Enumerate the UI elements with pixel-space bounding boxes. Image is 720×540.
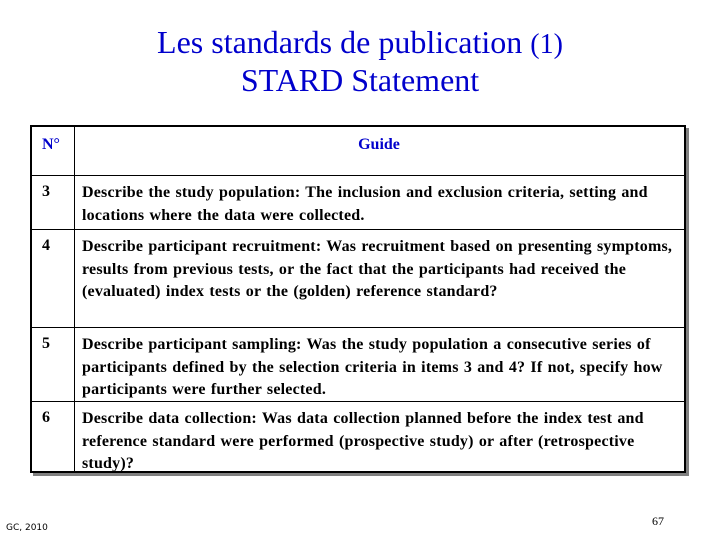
page-number: 67 [652, 514, 664, 528]
table-header-row [32, 127, 684, 175]
row-number: 4 [42, 237, 50, 254]
row-guide: Describe data collection: Was data collection planned before the index test and reference standard were performed (prospective study) or after (retrospective study)? [82, 410, 644, 472]
table-row [32, 229, 684, 327]
stard-table [30, 125, 686, 473]
table-row [32, 401, 684, 471]
header-guide: Guide [358, 136, 400, 153]
row-number: 3 [42, 183, 50, 200]
row-guide: Describe participant recruitment: Was recruitment based on presenting symptoms, results from previous tests, or the fact that the participants had received the (evaluated) index tests or the (golden) reference standard? [82, 238, 673, 300]
slide-title-number: (1) [530, 29, 563, 60]
slide-title-text: Les standards de publication [157, 24, 523, 60]
row-guide: Describe participant sampling: Was the study population a consecutive series of participants defined by the selection criteria in items 3 and 4? If not, specify how participants were further selected. [82, 336, 663, 398]
slide-title [0, 24, 720, 63]
slide-subtitle: STARD Statement [240, 62, 480, 98]
row-number: 5 [42, 335, 50, 352]
footer-credit: GC, 2010 [6, 523, 48, 533]
table-row [32, 175, 684, 229]
table-row [32, 327, 684, 401]
row-number: 6 [42, 409, 50, 426]
header-number: N° [42, 136, 60, 153]
row-guide: Describe the study population: The inclusion and exclusion criteria, setting and locations where the data were collected. [82, 184, 648, 224]
